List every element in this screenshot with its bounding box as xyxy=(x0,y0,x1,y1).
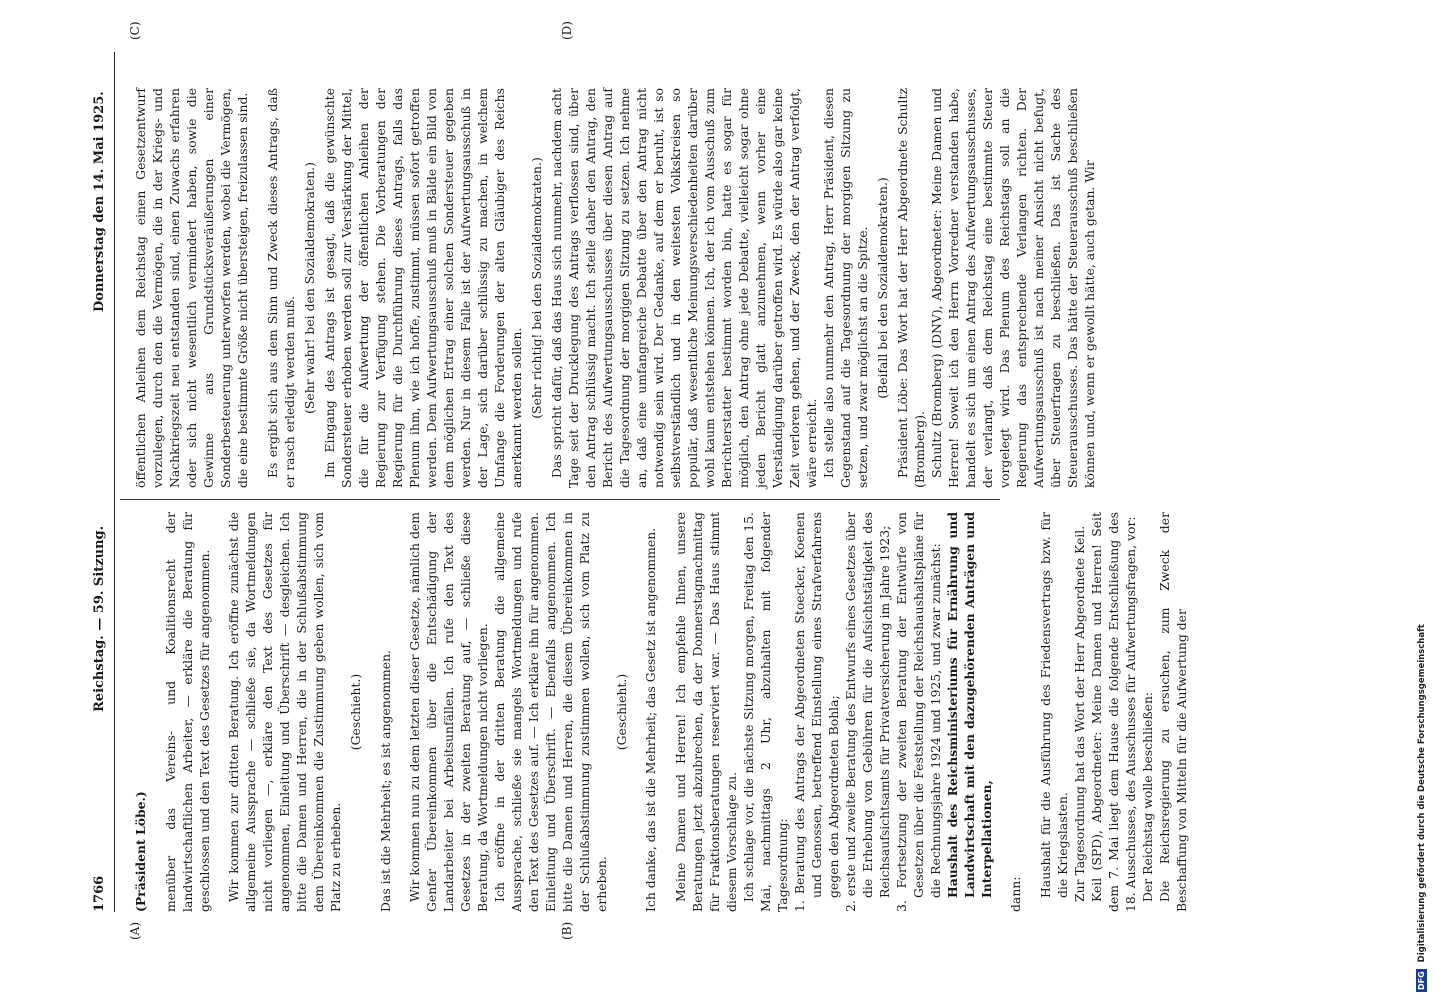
margin-mark-c: (C) xyxy=(128,21,142,40)
interjection: (Sehr richtig! bei den Sozialdemokraten.) xyxy=(528,157,544,419)
right-column xyxy=(120,88,1097,488)
margin-mark-a: (A) xyxy=(128,921,142,940)
agenda-item: 1. Beratung des Antrags der Abgeordneten Stoecker, Koenen und Genossen, betreffend Einstellung eines Strafverfahrens gegen den Abgeordneten Bohla; xyxy=(791,512,841,912)
margin-mark-b: (B) xyxy=(560,921,574,940)
dfg-logo: DFG xyxy=(1417,971,1426,990)
digitization-footer xyxy=(1416,8,1430,992)
paragraph: Im Eingang des Antrags ist gesagt, daß die gewünschte Sondersteuer erhoben werden soll zur Verstärkung der Mittel, die für die Aufwertung der öffentlichen Anleihen der Regierung zur Verfügung stehen. Die Vorberatungen der Regierung für die Durchführung dieses Antrags, falls das Plenum ihm, wie ich hoffe, zustimmt, müssen sofort getroffen werden. Dem Aufwertungsausschuß muß in Bälde ein Bild von dem möglichen Ertrag einer solchen Sondersteuer gegeben werden. Nur in diesem Falle ist der Aufwertungsausschuß in der Lage, sich darüber schlüssig zu machen, in welchem Umfange die Forderungen der alten Gläubiger des Reichs anerkannt werden sollen. xyxy=(321,88,524,488)
speech-paragraph: Keil (SPD), Abgeordneter: Meine Damen und Herren! Seit dem 7. Mai liegt dem Hause die folgende Entschließung des 18. Ausschusses, des Ausschusses für Aufwertungsfragen, vor: xyxy=(1088,512,1138,912)
paragraph: Es ergibt sich aus dem Sinn und Zweck dieses Antrags, daß er rasch erledigt werden muß. xyxy=(264,88,297,488)
speech-paragraph: Präsident Löbe: Das Wort hat der Herr Abgeordnete Schultz (Bromberg). xyxy=(894,88,927,488)
page-number: 1766 xyxy=(92,875,107,912)
paragraph: Ich schlage vor, die nächste Sitzung morgen, Freitag den 15. Mai, nachmittags 2 Uhr, abzuhalten mit folgender Tagesordnung: xyxy=(740,512,790,912)
interjection: (Sehr wahr! bei den Sozialdemokraten.) xyxy=(301,162,317,414)
header-right-title: Donnerstag den 14. Mai 1925. xyxy=(92,91,107,312)
column-divider xyxy=(120,499,1000,500)
paragraph: Ich stelle also nunmehr den Antrag, Herr Präsident, diesen Gegenstand auf die Tagesordnung der morgigen Sitzung zu setzen, und zwar möglichst an die Spitze. xyxy=(820,88,870,488)
paragraph: menüber das Vereins- und Koalitionsrecht der landwirtschaftlichen Arbeiter, — erkläre die Beratung für geschlossen und den Text des Gesetzes für angenommen. xyxy=(162,512,212,912)
speaker-label: (Präsident Löbe.) xyxy=(133,791,149,912)
page-header xyxy=(88,52,115,912)
footer-text: Digitalisierung gefördert durch die Deutsche Forschungsgemeinschaft xyxy=(1417,624,1427,963)
paragraph: Wir kommen zur dritten Beratung. Ich eröffne zunächst die allgemeine Aussprache — schließe sie, da Wortmeldungen nicht vorliegen —, erkläre den Text des Gesetzes für angenommen, Einleitung und Überschrift — desgleichen. Ich bitte die Damen und Herren, die in der Schlußabstimmung dem Übereinkommen die Zustimmung geben wollen, sich vom Platz zu erheben. xyxy=(226,512,344,912)
interjection: (Geschieht.) xyxy=(613,673,629,751)
agenda-item: 2. erste und zweite Beratung des Entwurfs eines Gesetzes über die Erhebung von Gebühren für die Aufsichtstätigkeit des Reichsaufsichtsamts für Privatversicherung im Jahre 1923; xyxy=(842,512,892,912)
paragraph: Meine Damen und Herren! Ich empfehle Ihnen, unsere Beratungen jetzt abzubrechen, da der Donnerstagnachmittag für Fraktionsberatungen reserviert war. — Das Haus stimmt diesem Vorschlage zu. xyxy=(672,512,739,912)
header-left-title: Reichstag. — 59. Sitzung. xyxy=(92,525,107,712)
agenda-subitem: Haushalt für die Ausführung des Friedensvertrags bzw. für die Kriegslasten. xyxy=(1037,512,1070,898)
margin-mark-d: (D) xyxy=(560,21,574,40)
paragraph: Zur Tagesordnung hat das Wort der Herr Abgeordnete Keil. xyxy=(1071,525,1087,902)
interjection: (Geschieht.) xyxy=(348,673,364,751)
paragraph: Der Reichstag wolle beschließen: xyxy=(1139,691,1155,902)
paragraph: öffentlichen Anleihen dem Reichstag einen Gesetzentwurf vorzulegen, durch den die Vermögen, die in der Kriegs- und Nachkriegszeit neu entstanden sind, einen Zuwachs erfahren oder sich nicht wesentlich vermindert haben, sowie die Gewinne aus Grundstücksveräußerungen einer Sonderbesteuerung unterworfen werden, wobei die Vermögen, die eine bestimmte Größe nicht übersteigen, freizulassen sind. xyxy=(133,88,251,488)
left-column xyxy=(120,512,1189,912)
paragraph: Das spricht dafür, daß das Haus sich nunmehr, nachdem acht Tage seit der Drucklegung des Antrags verflossen sind, über den Antrag schlüssig macht. Ich stelle daher den Antrag, den Bericht des Aufwertungsausschusses über diesen Antrag auf die Tagesordnung der morgigen Sitzung zu setzen. Ich nehme an, daß eine umfangreiche Debatte über den Antrag nicht notwendig sein wird. Der Gedanke, auf dem er beruht, ist so selbstverständlich und in den weitesten Volkskreisen so populär, daß wesentliche Meinungsverschiedenheiten darüber wohl kaum entstehen können. Ich, der ich vom Ausschuß zum Berichterstatter bestimmt worden bin, hatte es sogar für möglich, den Antrag ohne jede Debatte, vielleicht sogar ohne jeden Bericht glatt anzunehmen, wenn vorher eine Verständigung darüber getroffen wird. Es würde also gar keine Zeit verloren gehen, und der Zweck, den der Antrag verfolgt, wäre erreicht. xyxy=(548,88,819,488)
agenda-item: 3. Fortsetzung der zweiten Beratung der Entwürfe von Gesetzen über die Feststellung der Reichshaushaltspläne für die Rechnungsjahre 1924 und 1925, und zwar zunächst: xyxy=(893,512,943,912)
paragraph: Ich eröffne in der dritten Beratung die allgemeine Aussprache, schließe sie mangels Wortmeldungen und rufe den Text des Gesetzes auf. — Ich erkläre ihn für angenommen. Einleitung und Überschrift. — Ebenfalls angenommen. Ich bitte die Damen und Herren, die diesem Übereinkommen in der Schlußabstimmung zustimmen wollen, sich vom Platz zu erheben. xyxy=(491,512,609,912)
paragraph: Das ist die Mehrheit; es ist angenommen. xyxy=(377,649,393,912)
paragraph: Wir kommen nun zu dem letzten dieser Gesetze, nämlich dem Genfer Übereinkommen über die Entschädigung der Landarbeiter bei Arbeitsunfällen. Ich rufe den Text des Gesetzes in der zweiten Beratung auf, — schließe diese Beratung, da Wortmeldungen nicht vorliegen. xyxy=(406,512,490,912)
paragraph: dann: xyxy=(1008,876,1024,912)
interjection: (Beifall bei den Sozialdemokraten.) xyxy=(874,177,890,399)
paragraph: Ich danke, das ist die Mehrheit; das Gesetz ist angenommen. xyxy=(643,527,659,912)
agenda-subitem: Haushalt des Reichsministeriums für Ernährung und Landwirtschaft mit den dazugehörenden Anträgen und Interpellationen, xyxy=(944,512,994,898)
speech-paragraph: Schultz (Bromberg) (DNV), Abgeordneter: Meine Damen und Herren! Soweit ich den Herrn Vorredner verstanden habe, handelt es sich um einen Antrag des Aufwertungsausschusses, der verlangt, daß dem Reichstag eine bestimmte Steuer vorgelegt wird. Das Plenum des Reichstags soll an die Regierung das entsprechende Verlangen richten. Der Aufwertungsausschuß ist nach meiner Ansicht nicht befugt, über Steuerfragen zu beschließen. Das ist Sache des Steuerausschusses. Das hätte der Steuerausschuß beschließen können und, wenn er gewollt hätte, auch getan. Wir xyxy=(928,88,1097,488)
paragraph: Die Reichsregierung zu ersuchen, zum Zweck der Beschaffung von Mitteln für die Aufwertung der xyxy=(1156,512,1189,912)
